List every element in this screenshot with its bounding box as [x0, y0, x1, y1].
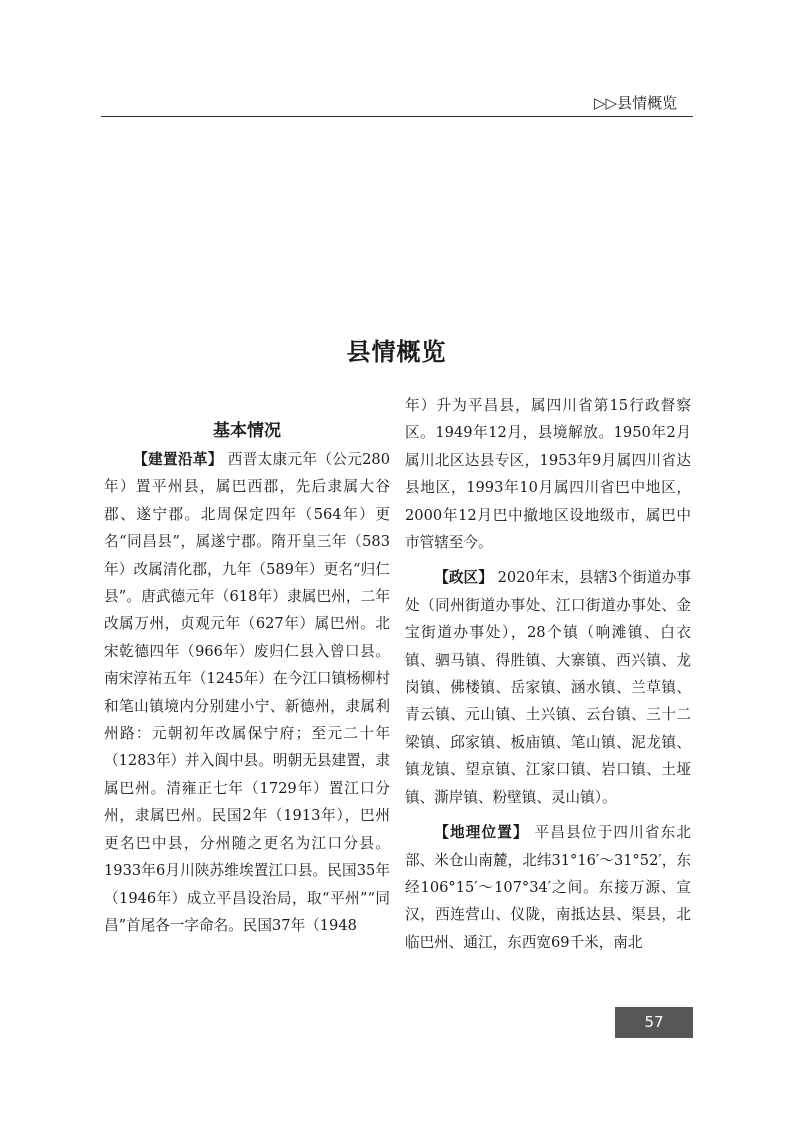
chapter-title: 县情概览	[346, 337, 447, 366]
right-column	[405, 392, 691, 956]
paragraph-heading-history: 【建置沿革】	[133, 451, 223, 468]
left-column	[104, 390, 390, 939]
paragraph-heading-location: 【地理位置】	[434, 824, 529, 842]
page-number: 57	[615, 1007, 693, 1038]
paragraph-heading-districts: 【政区】	[434, 569, 493, 587]
paragraph-text-history: 西晋太康元年（公元280年）置平州县，属巴西郡，先后隶属大谷郡、遂宁郡。北周保定四年（564年）更名“同昌县”，属遂宁郡。隋开皇三年（583年）改属清化郡，九年（589年）更名“归仁县”。唐武德元年（618年）隶属巴州，二年改属万州，贞观元年（627年）属巴州。北宋乾德四年（966年）废归仁县入曾口县。南宋淳祐五年（1245年）在今江口镇杨柳村和笔山镇境内分别建小宁、新德州，隶属利州路：元朝初年改属保宁府；至元二十年（1283年）并入阆中县。明朝无县建置，隶属巴州。清雍正七年（1729年）置江口分州，隶属巴州。民国2年（1913年），巴州更名巴中县，分州随之更名为江口分县。1933年6月川陕苏维埃置江口县。民国35年（1946年）成立平昌设治局，取“平州”“同昌”首尾各一字命名。民国37年（1948	[104, 451, 390, 934]
paragraph-history-continued: 年）升为平昌县，属四川省第15行政督察区。1949年12月，县境解放。1950年2月属川北区达县专区，1953年9月属四川省达县地区，1993年10月属四川省巴中地区，2000年12月巴中撤地区设地级市，属巴中市管辖至今。	[405, 397, 691, 552]
paragraph-location	[405, 819, 691, 956]
section-title: 基本情况	[213, 421, 281, 441]
running-head: ▷▷县情概览	[594, 94, 678, 112]
paragraph-text-location: 平昌县位于四川省东北部、米仓山南麓，北纬31°16′～31°52′，东经106°15′～107°34′之间。东接万源、宣汉，西连营山、仪陇，南抵达县、渠县，北临巴州、通江，东西宽69千米，南北	[405, 824, 691, 951]
header-rule	[101, 116, 693, 117]
paragraph-text-districts: 2020年末，县辖3个街道办事处（同州街道办事处、江口街道办事处、金宝街道办事处），28个镇（响滩镇、白衣镇、驷马镇、得胜镇、大寨镇、西兴镇、龙岗镇、佛楼镇、岳家镇、涵水镇、兰草镇、青云镇、元山镇、土兴镇、云台镇、三十二梁镇、邱家镇、板庙镇、笔山镇、泥龙镇、镇龙镇、望京镇、江家口镇、岩口镇、土垭镇、澌岸镇、粉壁镇、灵山镇）。	[405, 569, 691, 806]
paragraph-districts	[405, 564, 691, 811]
paragraph-history	[104, 446, 390, 939]
